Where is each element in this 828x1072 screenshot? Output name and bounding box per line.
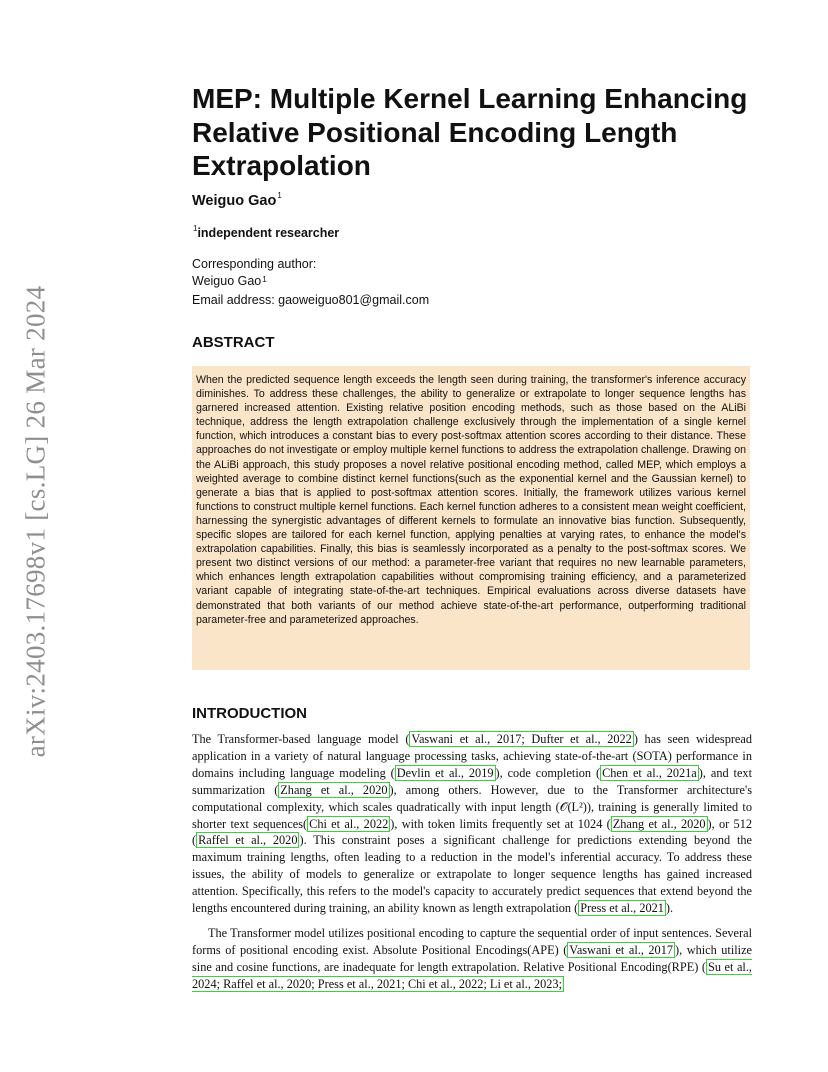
text-run: ). This constraint poses a significant challenge for predictions extending beyond the maximum training lengths, often leading to a reduction in the model's inferential accuracy. To address these issues, the ability of models to generalize or extrapolate to longer sequence lengths has gained increased attention. Specifically, this refers to the model's capacity to accurately predict sequences that extend beyond the lengths encountered during training, an ability known as length extrapolation ( — [192, 833, 752, 916]
citation-link[interactable]: Vaswani et al., 2017 — [569, 942, 674, 957]
citation-link[interactable]: Chen et al., 2021a — [602, 765, 697, 780]
text-run: The Transformer-based language model ( — [192, 732, 410, 746]
citation-link[interactable]: Su et al., 2024; Raffel et al., 2020; Press et al., 2021; Chi et al., 2022; Li et al., 2023; — [192, 959, 752, 991]
introduction-paragraph-2 — [192, 925, 752, 993]
citation-link[interactable]: Devlin et al., 2019 — [396, 765, 494, 780]
correspondence-block — [192, 256, 316, 290]
citation-link[interactable]: Zhang et al., 2020 — [280, 782, 388, 797]
correspondence-author-mark: 1 — [262, 275, 267, 284]
abstract-heading: ABSTRACT — [192, 334, 275, 351]
text-run: ). — [665, 901, 674, 916]
affiliation-text: independent researcher — [197, 226, 340, 240]
abstract-text: When the predicted sequence length exceeds the length seen during training, the transformer's inference accuracy diminishes. To address these challenges, the ability to generalize or extrapolate to longer sequence lengths has garnered increased attention. Existing relative position encoding methods, such as those based on the ALiBi technique, address the length extrapolation challenge exclusively through the implementation of a single kernel function, which introduces a constant bias to every post-softmax attention scores according to their distance. These approaches do not investigate or employ multiple kernel functions to address the extrapolation challenge. Drawing on the ALiBi approach, this study proposes a novel relative positional encoding method, called MEP, which employs a weighted average to combine distinct kernel functions(such as the exponential kernel and the Gaussian kernel) to generate a bias that is applied to post-softmax attention scores. Initially, the framework utilizes various kernel functions to construct multiple kernel functions. Each kernel function adheres to a consistent mean weight coefficient, harnessing the synergistic advantages of different kernels to formulate an innovative bias function. Subsequently, specific slopes are tailored for each kernel function, applying penalties at varying rates, to enhance the model's extrapolation capabilities. Finally, this bias is seamlessly incorporated as a penalty to the post-softmax scores. We present two distinct versions of our method: a parameter-free variant that requires no new learnable parameters, which enhances length extrapolation capabilities without compromising training efficiency, and a parameterized variant capable of integrating state-of-the-art techniques. Empirical evaluations across diverse datasets have demonstrated that both variants of our method achieve state-of-the-art performance, outperforming traditional parameter-free and parameterized approaches. — [196, 374, 746, 626]
author-affiliation-mark: 1 — [277, 191, 282, 200]
email-address: Email address: gaoweiguo801@gmail.com — [192, 293, 430, 307]
citation-link[interactable]: Press et al., 2021 — [580, 901, 664, 916]
introduction-paragraph-1 — [192, 731, 752, 917]
text-run: The Transformer model utilizes positional encoding to capture the sequential order of input sentences. Several forms of positional encoding exist. Absolute Positional Encodings(APE) ( — [192, 926, 752, 957]
text-run: ), or 512 ( — [192, 816, 752, 848]
citation-link[interactable]: Vaswani et al., 2017; Dufter et al., 2022 — [411, 732, 632, 746]
author-line — [192, 193, 282, 209]
correspondence-author-name: Weiguo Gao — [192, 274, 262, 288]
citation-link[interactable]: Zhang et al., 2020 — [612, 816, 706, 831]
abstract-box — [192, 366, 750, 670]
affiliation-line — [192, 226, 339, 240]
arxiv-identifier-text: arXiv:2403.17698v1 [cs.LG] 26 Mar 2024 — [20, 285, 51, 757]
paper-title: MEP: Multiple Kernel Learning Enhancing Relative Positional Encoding Length Extrapolation — [192, 83, 748, 181]
correspondence-label: Corresponding author: — [192, 257, 317, 271]
citation-link[interactable]: Chi et al., 2022 — [309, 816, 389, 831]
arxiv-identifier-stamp — [14, 286, 58, 756]
citation-link[interactable]: Raffel et al., 2020 — [198, 833, 298, 848]
introduction-heading: INTRODUCTION — [192, 705, 307, 722]
text-run: ), which utilize sine and cosine functions, are inadequate for length extrapolation. Relative Positional Encoding(RPE) ( — [192, 942, 752, 974]
affiliation-mark: 1 — [193, 224, 198, 233]
text-run: ) has seen widespread application in a variety of natural language processing tasks, achieving state-of-the-art (SOTA) performance in domains including language modeling ( — [192, 732, 752, 780]
author-name: Weiguo Gao — [192, 193, 277, 209]
text-run: ), with token limits frequently set at 1024 ( — [390, 816, 611, 831]
text-run: ), code completion ( — [495, 765, 601, 780]
correspondence-author-line — [192, 273, 316, 290]
text-run: ), and text summarization ( — [192, 765, 752, 797]
text-run: ), among others. However, due to the Transformer architecture's computational complexity, which scales quadratically with input length (𝒪(L²)), training is generally limited to shorter text sequences( — [192, 782, 752, 831]
